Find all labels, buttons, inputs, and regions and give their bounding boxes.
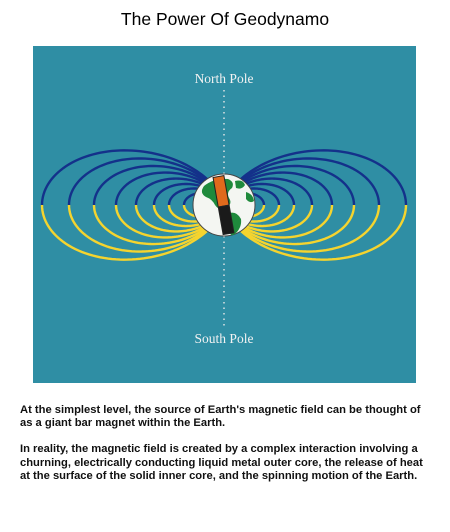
geodynamo-diagram [33, 46, 416, 383]
diagram-title: The Power Of Geodynamo [120, 9, 330, 29]
north-pole-label: North Pole [194, 71, 254, 86]
paragraph-reality: In reality, the magnetic field is created by a complex interaction involving a churning, electrically conducting liquid metal outer core, the release of heat at the surface of the solid inner core, and the spinning motion of the Earth. [20, 443, 423, 482]
explanation-text [20, 404, 432, 496]
paragraph-simple: At the simplest level, the source of Earth's magnetic field can be thought of as a giant bar magnet within the Earth. [20, 404, 421, 430]
south-pole-label: South Pole [194, 331, 254, 346]
